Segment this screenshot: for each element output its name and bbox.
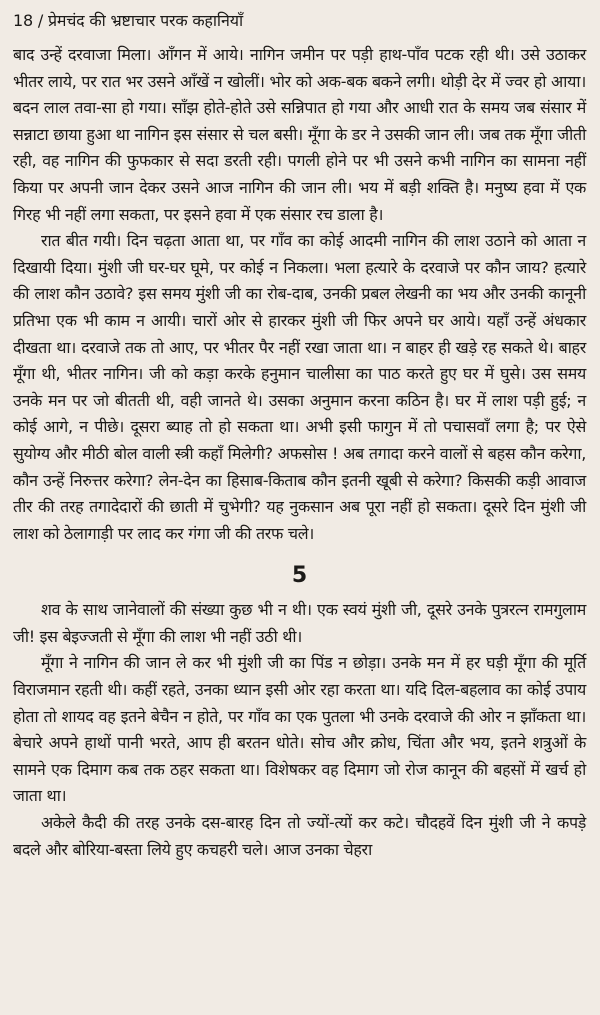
page-number: 18 xyxy=(13,11,33,30)
paragraph-5: अकेले कैदी की तरह उनके दस-बारह दिन तो ज्यों-त्यों कर कटे। चौदहवें दिन मुंशी जी ने कपड़े बदले और बोरिया-बस्ता लिये हुए कचहरी चले। आज उनका चेहरा xyxy=(13,813,586,859)
paragraph-3: शव के साथ जानेवालों की संख्या कुछ भी न थी। एक स्वयं मुंशी जी, दूसरे उनके पुत्ररत्न रामगुलाम जी! इस बेइज्जती से मूँगा की लाश भी नहीं उठी थी। xyxy=(13,600,586,646)
section-number: 5 xyxy=(291,563,308,589)
header-separator: / xyxy=(32,11,48,30)
running-header xyxy=(13,8,586,34)
book-title: प्रेमचंद की भ्रष्टाचार परक कहानियाँ xyxy=(47,11,243,30)
paragraph-4: मूँगा ने नागिन की जान ले कर भी मुंशी जी का पिंड न छोड़ा। उनके मन में हर घड़ी मूँगा की मूर्ति विराजमान रहती थी। कहीं रहते, उनका ध्यान इसी ओर रहा करता था। यदि दिल-बहलाव का कोई उपाय होता तो शायद वह इतने बेचैन न होते, पर गाँव का एक पुतला भी उनके दरवाजे की ओर न झाँकता था। बेचारे अपने हाथों पानी भरते, आप ही बरतन धोते। सोच और क्रोध, चिंता और भय, इतने शत्रुओं के सामने एक दिमाग कब तक ठहर सकता था। विशेषकर वह दिमाग जो रोज कानून की बहसों में खर्च हो जाता था। xyxy=(13,653,586,806)
paragraph-1: बाद उन्हें दरवाजा मिला। आँगन में आये। नागिन जमीन पर पड़ी हाथ-पाँव पटक रही थी। उसे उठाकर भीतर लाये, पर रात भर उसने आँखें न खोलीं। भोर को अक-बक बकने लगी। थोड़ी देर में ज्वर हो आया। बदन लाल तवा-सा हो गया। साँझ होते-होते उसे सन्निपात हो गया और आधी रात के समय जब संसार में सन्नाटा छाया हुआ था नागिन इस संसार से चल बसी। मूँगा के डर ने उसकी जान ली। जब तक मूँगा जीती रही, वह नागिन की फुफकार से सदा डरती रही। पगली होने पर भी उसने कभी नागिन का सामना नहीं किया पर अपनी जान देकर उसने आज नागिन की जान ली। भय में बड़ी शक्ति है। मनुष्य हवा में एक गिरह भी नहीं लगा सकता, पर इसने हवा में एक संसार रच डाला है। xyxy=(13,45,586,224)
paragraph-2: रात बीत गयी। दिन चढ़ता आता था, पर गाँव का कोई आदमी नागिन की लाश उठाने को आता न दिखायी दिया। मुंशी जी घर-घर घूमे, पर कोई न निकला। भला हत्यारे के दरवाजे पर कौन जाय? हत्यारे की लाश कौन उठावे? इस समय मुंशी जी का रोब-दाब, उनकी प्रबल लेखनी का भय और उनकी कानूनी प्रतिभा एक भी काम न आयी। चारों ओर से हारकर मुंशी जी फिर अपने घर आये। यहाँ उन्हें अंधकार दीखता था। दरवाजे तक तो आए, पर भीतर पैर नहीं रखा जाता था। न बाहर ही खड़े रह सकते थे। बाहर मूँगा थी, भीतर नागिन। जी को कड़ा करके हनुमान चालीसा का पाठ करते हुए घर में घुसे। उस समय उनके मन पर जो बीतती थी, वही जानते थे। उसका अनुमान करना कठिन है। घर में लाश पड़ी हुई; न कोई आगे, न पीछे। दूसरा ब्याह तो हो सकता था। अभी इसी फागुन में तो पचासवाँ लगा है; पर ऐसे सुयोग्य और मीठी बोल वाली स्त्री कहाँ मिलेगी? अफसोस ! अब तगादा करने वालों से बहस कौन करेगा, कौन उन्हें निरुत्तर करेगा? लेन-देन का हिसाब-किताब कौन इतनी खूबी से करेगा? किसकी कड़ी आवाज तीर की तरह तगादेदारों की छाती में चुभेगी? यह नुकसान अब पूरा नहीं हो सकता। दूसरे दिन मुंशी जी लाश को ठेलागाड़ी पर लाद कर गंगा जी की तरफ चले। xyxy=(13,231,586,543)
